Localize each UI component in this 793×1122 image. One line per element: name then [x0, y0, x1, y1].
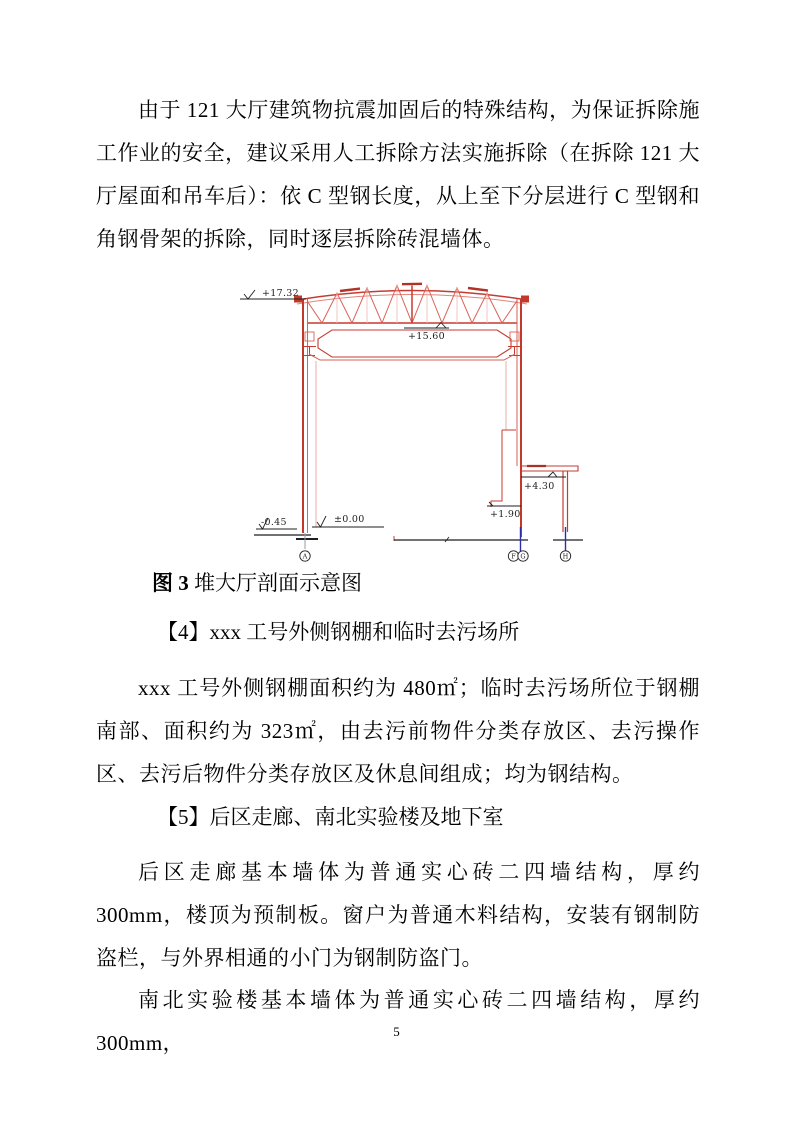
level-labels — [261, 288, 555, 528]
paragraph-steel-shed: xxx 工号外侧钢棚面积约为 480㎡；临时去污场所位于钢棚南部、面积约为 323㎡，由去污前物件分类存放区、去污操作区、去污后物件分类存放区及休息间组成；均为钢结构。 — [96, 676, 700, 786]
annotation-lines — [240, 290, 583, 542]
paragraph-demolition-method: 由于 121 大厅建筑物抗震加固后的特殊结构，为保证拆除施工作业的安全，建议采用人工拆除方法实施拆除（在拆除 121 大厅屋面和吊车后）：依 C 型钢长度，从上至下分层进行 C 型钢和角钢骨架的拆除，同时逐层拆除砖混墙体。 — [96, 98, 700, 251]
heading-section-5: 【5】后区走廊、南北实验楼及地下室 — [157, 805, 504, 829]
paragraph-lab-buildings: 南北实验楼基本墙体为普通实心砖二四墙结构，厚约 300mm， — [96, 988, 700, 1055]
level-ground-low: -0.45 — [261, 517, 287, 528]
axis-label-a: A — [302, 552, 308, 561]
level-platform: +1.90 — [490, 509, 521, 520]
heading-section-4: 【4】xxx 工号外侧钢棚和临时去污场所 — [157, 620, 520, 644]
level-ground-zero: ±0.00 — [334, 514, 365, 525]
axis-label-f: F — [511, 552, 516, 561]
axis-centerlines — [305, 527, 566, 551]
right-pilaster — [491, 430, 516, 507]
axis-label-g: G — [520, 552, 526, 561]
page-number: 5 — [393, 1024, 400, 1039]
axis-label-h: H — [562, 552, 569, 561]
axis-bubbles — [300, 551, 571, 561]
figure-caption — [152, 562, 362, 605]
section-diagram-figure — [236, 276, 592, 572]
figure-caption-text: 堆大厅剖面示意图 — [188, 571, 362, 595]
level-truss-bottom: +15.60 — [408, 331, 445, 342]
paragraph-rear-corridor: 后区走廊基本墙体为普通实心砖二四墙结构，厚约 300mm，楼顶为预制板。窗户为普通木料结构，安装有钢制防盗栏，与外界相通的小门为钢制防盗门。 — [96, 860, 700, 970]
figure-caption-label: 图 3 — [152, 571, 189, 595]
level-roof-top: +17.32 — [262, 288, 299, 299]
level-annex-roof: +4.30 — [524, 481, 555, 492]
